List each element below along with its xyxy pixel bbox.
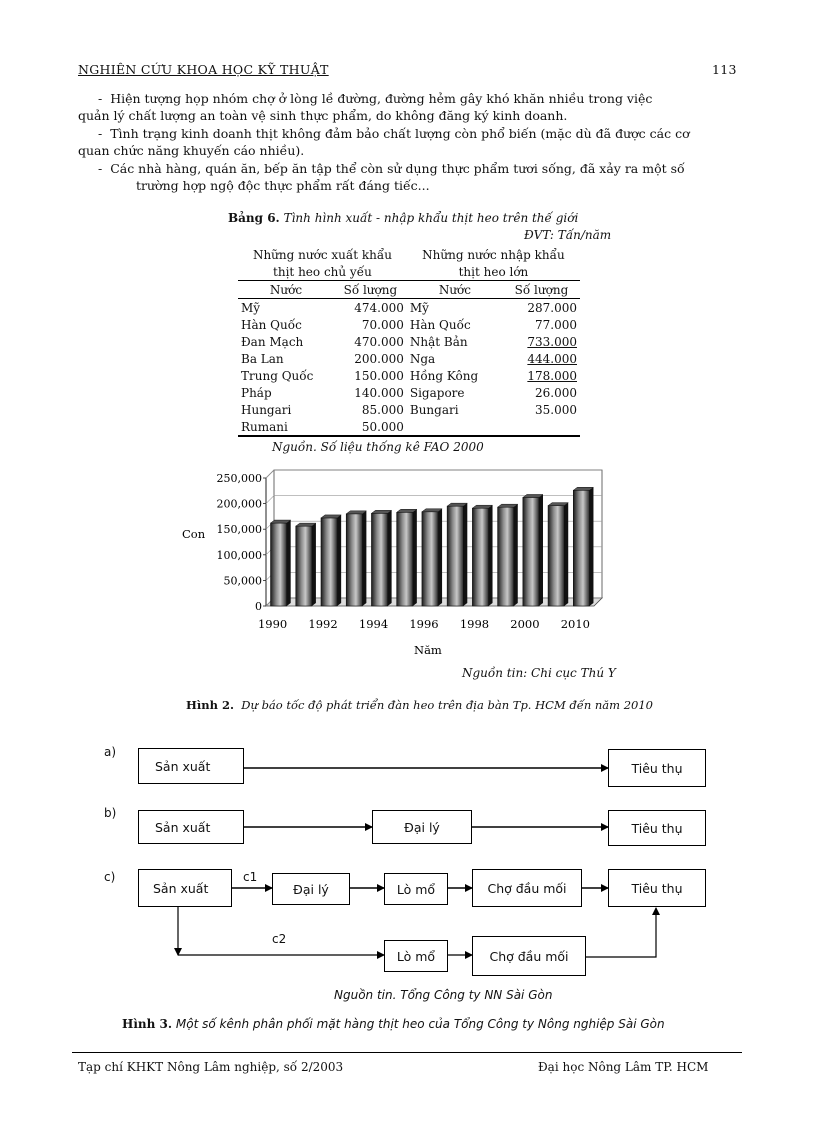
table6-label: Bảng 6. [228,211,280,225]
y-tick-label: 0 [255,600,262,613]
cell: 474.000 [354,300,404,315]
box-wholesale-market: Chợ đầu mối [472,869,582,907]
import-header: thịt heo lớn [407,263,580,281]
box-agent: Đại lý [372,810,472,844]
export-header: Những nước xuất khẩu [252,247,392,262]
box-producer: Sản xuất [138,810,244,844]
footer-rule [72,1052,742,1053]
cell: Sigapore [409,385,465,400]
export-header: thịt heo chủ yếu [238,263,407,281]
cell: 77.000 [535,317,577,332]
cell: Hồng Kông [409,368,479,383]
row-c-tag: c) [104,870,116,884]
cell: Bungari [409,402,459,417]
col-country: Nước [238,281,334,299]
figure3-caption [122,1017,665,1031]
paragraph-line: Tình trạng kinh doanh thịt không đảm bảo chất lượng còn phổ biến (mặc dù đã được các cơ [110,126,690,141]
paragraph-line: quan chức năng khuyến cáo nhiều). [78,143,305,158]
col-quantity: Số lượng [503,281,580,299]
bullet: - [98,161,103,176]
cell: 50.000 [334,418,407,436]
bullet: - [98,126,103,141]
box-slaughterhouse: Lò mổ [384,940,448,972]
cell: 178.000 [527,368,577,383]
row-b-tag: b) [104,806,117,820]
channel-c2-label: c2 [272,932,287,946]
box-producer: Sản xuất [138,748,244,784]
cell: Rumani [238,418,334,436]
cell: 733.000 [527,334,577,349]
chart-source: Nguồn tin: Chi cục Thú Y [462,666,616,680]
y-tick-label: 200,000 [216,497,262,511]
chart-x-label: Năm [414,643,442,657]
cell: Pháp [241,385,272,400]
chart-y-label: Con [182,527,206,541]
cell: Mỹ [241,300,261,315]
footer-institution: Đại học Nông Lâm TP. HCM [538,1060,709,1074]
x-tick-label: 2010 [560,617,591,631]
table6-unit: ĐVT: Tấn/năm [524,228,612,242]
table6-title: Tình hình xuất - nhập khẩu thịt heo trên thế giới [283,211,579,225]
figure3-source: Nguồn tin. Tổng Công ty NN Sài Gòn [334,988,553,1002]
cell: Đan Mạch [241,334,304,349]
cell: Hàn Quốc [409,317,471,332]
paragraph-line: Hiện tượng họp nhóm chợ ở lòng lề đường, đường hẻm gây khó khăn nhiều trong việc [110,91,653,106]
cell: 140.000 [354,385,404,400]
box-consumer: Tiêu thụ [608,749,706,787]
y-tick-label: 100,000 [216,548,262,562]
box-slaughterhouse: Lò mổ [384,873,448,905]
x-tick-label: 1990 [257,617,288,631]
y-tick-label: 150,000 [216,523,262,537]
figure3-title: Một số kênh phân phối mặt hàng thịt heo của Tổng Công ty Nông nghiệp Sài Gòn [175,1017,665,1031]
cell: Ba Lan [241,351,284,366]
paragraph-line: trường hợp ngộ độc thực phẩm rất đáng tiếc... [136,178,430,193]
cell: Nhật Bản [409,334,468,349]
box-consumer: Tiêu thụ [608,869,706,907]
footer-journal: Tạp chí KHKT Nông Lâm nghiệp, số 2/2003 [78,1060,344,1074]
cell: 150.000 [354,368,404,383]
cell: Mỹ [409,300,429,315]
cell: Hungari [241,402,292,417]
row-a-tag: a) [104,745,117,759]
box-producer: Sản xuất [138,869,232,907]
figure2-label: Hình 2. [186,698,234,712]
x-tick-label: 1994 [358,617,389,631]
cell: 85.000 [361,402,404,417]
import-header: Những nước nhập khẩu [422,247,565,262]
x-tick-label: 1996 [409,617,439,631]
cell: 444.000 [527,351,577,366]
box-agent: Đại lý [272,873,350,905]
cell: 26.000 [535,385,577,400]
paragraph-line: quản lý chất lượng an toàn vệ sinh thực phẩm, do không đăng ký kinh doanh. [78,108,568,123]
cell: 70.000 [361,317,404,332]
box-consumer: Tiêu thụ [608,810,706,846]
table6-source: Nguồn. Số liệu thống kê FAO 2000 [272,440,484,454]
arrow-c2-up [586,908,656,957]
channel-c1-label: c1 [243,870,258,884]
cell: Nga [409,351,436,366]
col-country: Nước [407,281,503,299]
cell: Hàn Quốc [241,317,302,332]
journal-section-header: NGHIÊN CỨU KHOA HỌC KỸ THUẬT [78,62,329,77]
x-tick-label: 2000 [510,617,540,631]
box-wholesale-market: Chợ đầu mối [472,936,586,976]
y-tick-label: 50,000 [223,574,262,588]
cell: 35.000 [535,402,577,417]
cell: 200.000 [354,351,404,366]
paragraph-line: Các nhà hàng, quán ăn, bếp ăn tập thể còn sử dụng thực phẩm tươi sống, đã xảy ra một số [110,161,685,176]
bullet: - [98,91,103,106]
x-tick-label: 1998 [459,617,490,631]
x-tick-label: 1992 [308,617,338,631]
page-number: 113 [712,62,737,77]
cell: Trung Quốc [241,368,314,383]
cell: 287.000 [527,300,577,315]
cell: 470.000 [354,334,404,349]
figure2-title: Dự báo tốc độ phát triển đàn heo trên địa bàn Tp. HCM đến năm 2010 [241,698,653,712]
y-tick-label: 250,000 [216,472,262,485]
col-quantity: Số lượng [334,281,407,299]
figure3-label: Hình 3. [122,1017,173,1031]
